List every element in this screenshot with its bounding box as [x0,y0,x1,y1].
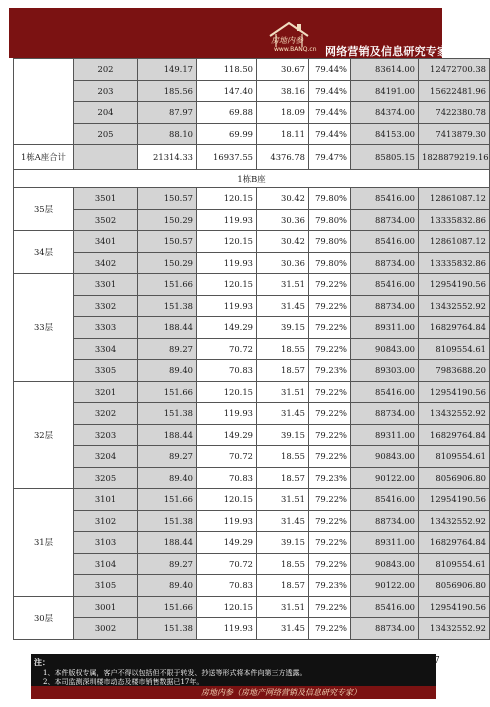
value-cell: 149.29 [197,317,257,339]
value-cell: 89.27 [138,553,197,575]
value-cell: 8109554.61 [419,446,490,468]
value-cell: 8056906.80 [419,467,490,489]
value-cell: 85416.00 [351,381,419,403]
table-row [14,59,490,81]
value-cell: 79.23% [309,467,351,489]
value-cell: 149.29 [197,424,257,446]
unit-cell: 3304 [74,338,138,360]
value-cell: 7422380.78 [419,102,490,124]
value-cell: 18.55 [257,553,309,575]
table-row [14,123,490,145]
value-cell: 79.22% [309,295,351,317]
subtotal-value: 21314.33 [138,145,197,170]
value-cell: 79.22% [309,489,351,511]
value-cell: 13335832.86 [419,209,490,231]
value-cell: 88734.00 [351,618,419,640]
value-cell: 89.40 [138,360,197,382]
value-cell: 39.15 [257,317,309,339]
value-cell: 18.57 [257,467,309,489]
table-row [14,360,490,382]
value-cell: 150.57 [138,188,197,210]
table-row [14,102,490,124]
value-cell: 83614.00 [351,59,419,81]
value-cell: 90843.00 [351,338,419,360]
value-cell: 30.36 [257,209,309,231]
table-row [14,317,490,339]
value-cell: 12954190.56 [419,274,490,296]
value-cell: 120.15 [197,231,257,253]
unit-cell: 203 [74,80,138,102]
value-cell: 151.66 [138,596,197,618]
value-cell: 79.23% [309,360,351,382]
value-cell: 88.10 [138,123,197,145]
value-cell: 79.80% [309,209,351,231]
logo-url: www.BANQ.cn [274,46,317,53]
value-cell: 120.15 [197,188,257,210]
value-cell: 119.93 [197,252,257,274]
value-cell: 7983688.20 [419,360,490,382]
value-cell: 120.15 [197,381,257,403]
value-cell: 150.57 [138,231,197,253]
value-cell: 88734.00 [351,252,419,274]
floor-label: 31层 [14,489,74,597]
value-cell: 13432552.92 [419,618,490,640]
unit-cell: 3301 [74,274,138,296]
value-cell: 89.27 [138,446,197,468]
value-cell: 119.93 [197,403,257,425]
value-cell: 13335832.86 [419,252,490,274]
table-row [14,424,490,446]
subtotal-value: 16937.55 [197,145,257,170]
unit-cell: 3402 [74,252,138,274]
value-cell: 12861087.12 [419,231,490,253]
value-cell: 119.93 [197,510,257,532]
value-cell: 12954190.56 [419,596,490,618]
value-cell: 79.22% [309,274,351,296]
value-cell: 13432552.92 [419,295,490,317]
value-cell: 79.22% [309,446,351,468]
unit-cell: 3104 [74,553,138,575]
value-cell: 151.66 [138,489,197,511]
value-cell: 31.45 [257,618,309,640]
section-title: 1栋B座 [14,170,490,188]
table-row [14,252,490,274]
table-row [14,403,490,425]
value-cell: 8109554.61 [419,553,490,575]
table-row [14,231,490,253]
note-1: 1、本件版权专属，客户不得以包括但不限于转发、抄送等形式将本件向第三方透露。 [43,669,307,677]
floor-label: 32层 [14,381,74,489]
value-cell: 79.22% [309,338,351,360]
table-row [14,575,490,597]
value-cell: 150.29 [138,252,197,274]
floor-label: 30层 [14,596,74,639]
unit-cell: 3502 [74,209,138,231]
value-cell: 188.44 [138,317,197,339]
value-cell: 69.88 [197,102,257,124]
value-cell: 31.45 [257,295,309,317]
value-cell: 150.29 [138,209,197,231]
floor-label: 34层 [14,231,74,274]
value-cell: 18.55 [257,338,309,360]
value-cell: 88734.00 [351,510,419,532]
value-cell: 31.45 [257,403,309,425]
value-cell: 89.27 [138,338,197,360]
value-cell: 90843.00 [351,553,419,575]
value-cell: 118.50 [197,59,257,81]
value-cell: 70.83 [197,467,257,489]
value-cell: 31.51 [257,381,309,403]
table-row [14,553,490,575]
footer-notes [31,654,436,699]
value-cell: 149.17 [138,59,197,81]
value-cell: 18.09 [257,102,309,124]
table-row [14,532,490,554]
footer-tagline: 房地内参（房地产网络营销及信息研究专家） [201,688,361,697]
page-number: 7 [434,656,440,666]
value-cell: 151.38 [138,295,197,317]
unit-cell: 3105 [74,575,138,597]
value-cell: 39.15 [257,532,309,554]
value-cell: 70.72 [197,553,257,575]
subtotal-row [14,145,490,170]
table-row [14,274,490,296]
value-cell: 89303.00 [351,360,419,382]
value-cell: 12954190.56 [419,489,490,511]
unit-cell: 3001 [74,596,138,618]
value-cell: 87.97 [138,102,197,124]
value-cell: 89311.00 [351,317,419,339]
value-cell: 31.51 [257,274,309,296]
unit-cell: 205 [74,123,138,145]
value-cell: 79.22% [309,596,351,618]
value-cell: 38.16 [257,80,309,102]
value-cell: 151.38 [138,403,197,425]
value-cell: 30.36 [257,252,309,274]
unit-cell: 3002 [74,618,138,640]
subtotal-value: 85805.15 [351,145,419,170]
value-cell: 85416.00 [351,489,419,511]
unit-cell: 3303 [74,317,138,339]
subtotal-value: 4376.78 [257,145,309,170]
value-cell: 18.57 [257,360,309,382]
section-header-row [14,170,490,188]
value-cell: 79.23% [309,575,351,597]
value-cell: 7413879.30 [419,123,490,145]
value-cell: 8056906.80 [419,575,490,597]
unit-cell: 3101 [74,489,138,511]
table-row [14,467,490,489]
value-cell: 79.44% [309,80,351,102]
table-row [14,80,490,102]
table-row [14,510,490,532]
value-cell: 30.42 [257,188,309,210]
value-cell: 89.40 [138,467,197,489]
logo-text: 房地内参 [271,36,303,45]
value-cell: 79.22% [309,424,351,446]
value-cell: 79.44% [309,123,351,145]
unit-cell: 3201 [74,381,138,403]
value-cell: 151.38 [138,618,197,640]
value-cell: 85416.00 [351,231,419,253]
table-row [14,381,490,403]
subtotal-label: 1栋A座合计 [14,145,74,170]
table-row [14,618,490,640]
value-cell: 30.67 [257,59,309,81]
value-cell: 16829764.84 [419,424,490,446]
value-cell: 70.72 [197,338,257,360]
unit-cell: 3305 [74,360,138,382]
value-cell: 79.22% [309,510,351,532]
table-row [14,596,490,618]
note-label: 注： [34,657,50,667]
value-cell: 188.44 [138,532,197,554]
value-cell: 149.29 [197,532,257,554]
value-cell: 119.93 [197,209,257,231]
value-cell: 13432552.92 [419,403,490,425]
table-row [14,209,490,231]
value-cell: 16829764.84 [419,317,490,339]
value-cell: 90843.00 [351,446,419,468]
value-cell: 31.45 [257,510,309,532]
value-cell: 151.66 [138,381,197,403]
value-cell: 79.22% [309,381,351,403]
value-cell: 12861087.12 [419,188,490,210]
value-cell: 79.80% [309,188,351,210]
value-cell: 79.44% [309,102,351,124]
value-cell: 88734.00 [351,209,419,231]
value-cell: 79.22% [309,618,351,640]
floor-cell-a [14,59,74,145]
unit-cell: 3401 [74,231,138,253]
value-cell: 79.44% [309,59,351,81]
value-cell: 79.22% [309,317,351,339]
unit-cell: 3501 [74,188,138,210]
subtotal-value: 1828879219.16 [419,145,490,170]
value-cell: 85416.00 [351,188,419,210]
unit-cell: 3202 [74,403,138,425]
table-row [14,188,490,210]
value-cell: 18.11 [257,123,309,145]
value-cell: 89.40 [138,575,197,597]
value-cell: 31.51 [257,596,309,618]
value-cell: 88734.00 [351,295,419,317]
unit-cell: 3204 [74,446,138,468]
table-row [14,446,490,468]
value-cell: 70.72 [197,446,257,468]
value-cell: 119.93 [197,618,257,640]
value-cell: 188.44 [138,424,197,446]
table-row [14,489,490,511]
value-cell: 70.83 [197,360,257,382]
footer-bar [31,686,436,699]
unit-cell: 3103 [74,532,138,554]
value-cell: 84153.00 [351,123,419,145]
value-cell: 12472700.38 [419,59,490,81]
value-cell: 79.22% [309,403,351,425]
value-cell: 151.66 [138,274,197,296]
sales-data-table [13,58,490,640]
value-cell: 151.38 [138,510,197,532]
unit-cell: 3205 [74,467,138,489]
floor-label: 35层 [14,188,74,231]
value-cell: 185.56 [138,80,197,102]
unit-cell: 3102 [74,510,138,532]
value-cell: 8109554.61 [419,338,490,360]
floor-label: 33层 [14,274,74,382]
unit-cell: 202 [74,59,138,81]
value-cell: 79.22% [309,532,351,554]
value-cell: 147.40 [197,80,257,102]
value-cell: 70.83 [197,575,257,597]
value-cell: 13432552.92 [419,510,490,532]
value-cell: 84191.00 [351,80,419,102]
unit-cell: 204 [74,102,138,124]
header-slogan: 网络营销及信息研究专家 [325,45,449,58]
value-cell: 84374.00 [351,102,419,124]
header-banner [9,8,449,58]
value-cell: 90122.00 [351,575,419,597]
value-cell: 120.15 [197,596,257,618]
table-row [14,338,490,360]
value-cell: 12954190.56 [419,381,490,403]
value-cell: 39.15 [257,424,309,446]
value-cell: 90122.00 [351,467,419,489]
value-cell: 119.93 [197,295,257,317]
value-cell: 15622481.96 [419,80,490,102]
table-row [14,295,490,317]
value-cell: 120.15 [197,274,257,296]
value-cell: 31.51 [257,489,309,511]
value-cell: 30.42 [257,231,309,253]
subtotal-value: 79.47% [309,145,351,170]
value-cell: 85416.00 [351,274,419,296]
unit-cell: 3302 [74,295,138,317]
subtotal-empty-cell [74,145,138,170]
value-cell: 79.80% [309,231,351,253]
value-cell: 88734.00 [351,403,419,425]
value-cell: 85416.00 [351,596,419,618]
value-cell: 79.22% [309,553,351,575]
note-2: 2、本司监测深圳楼市动态及楼市销售数据已17年。 [43,678,204,686]
value-cell: 89311.00 [351,424,419,446]
value-cell: 89311.00 [351,532,419,554]
value-cell: 16829764.84 [419,532,490,554]
value-cell: 69.99 [197,123,257,145]
value-cell: 18.57 [257,575,309,597]
unit-cell: 3203 [74,424,138,446]
value-cell: 120.15 [197,489,257,511]
value-cell: 18.55 [257,446,309,468]
value-cell: 79.80% [309,252,351,274]
